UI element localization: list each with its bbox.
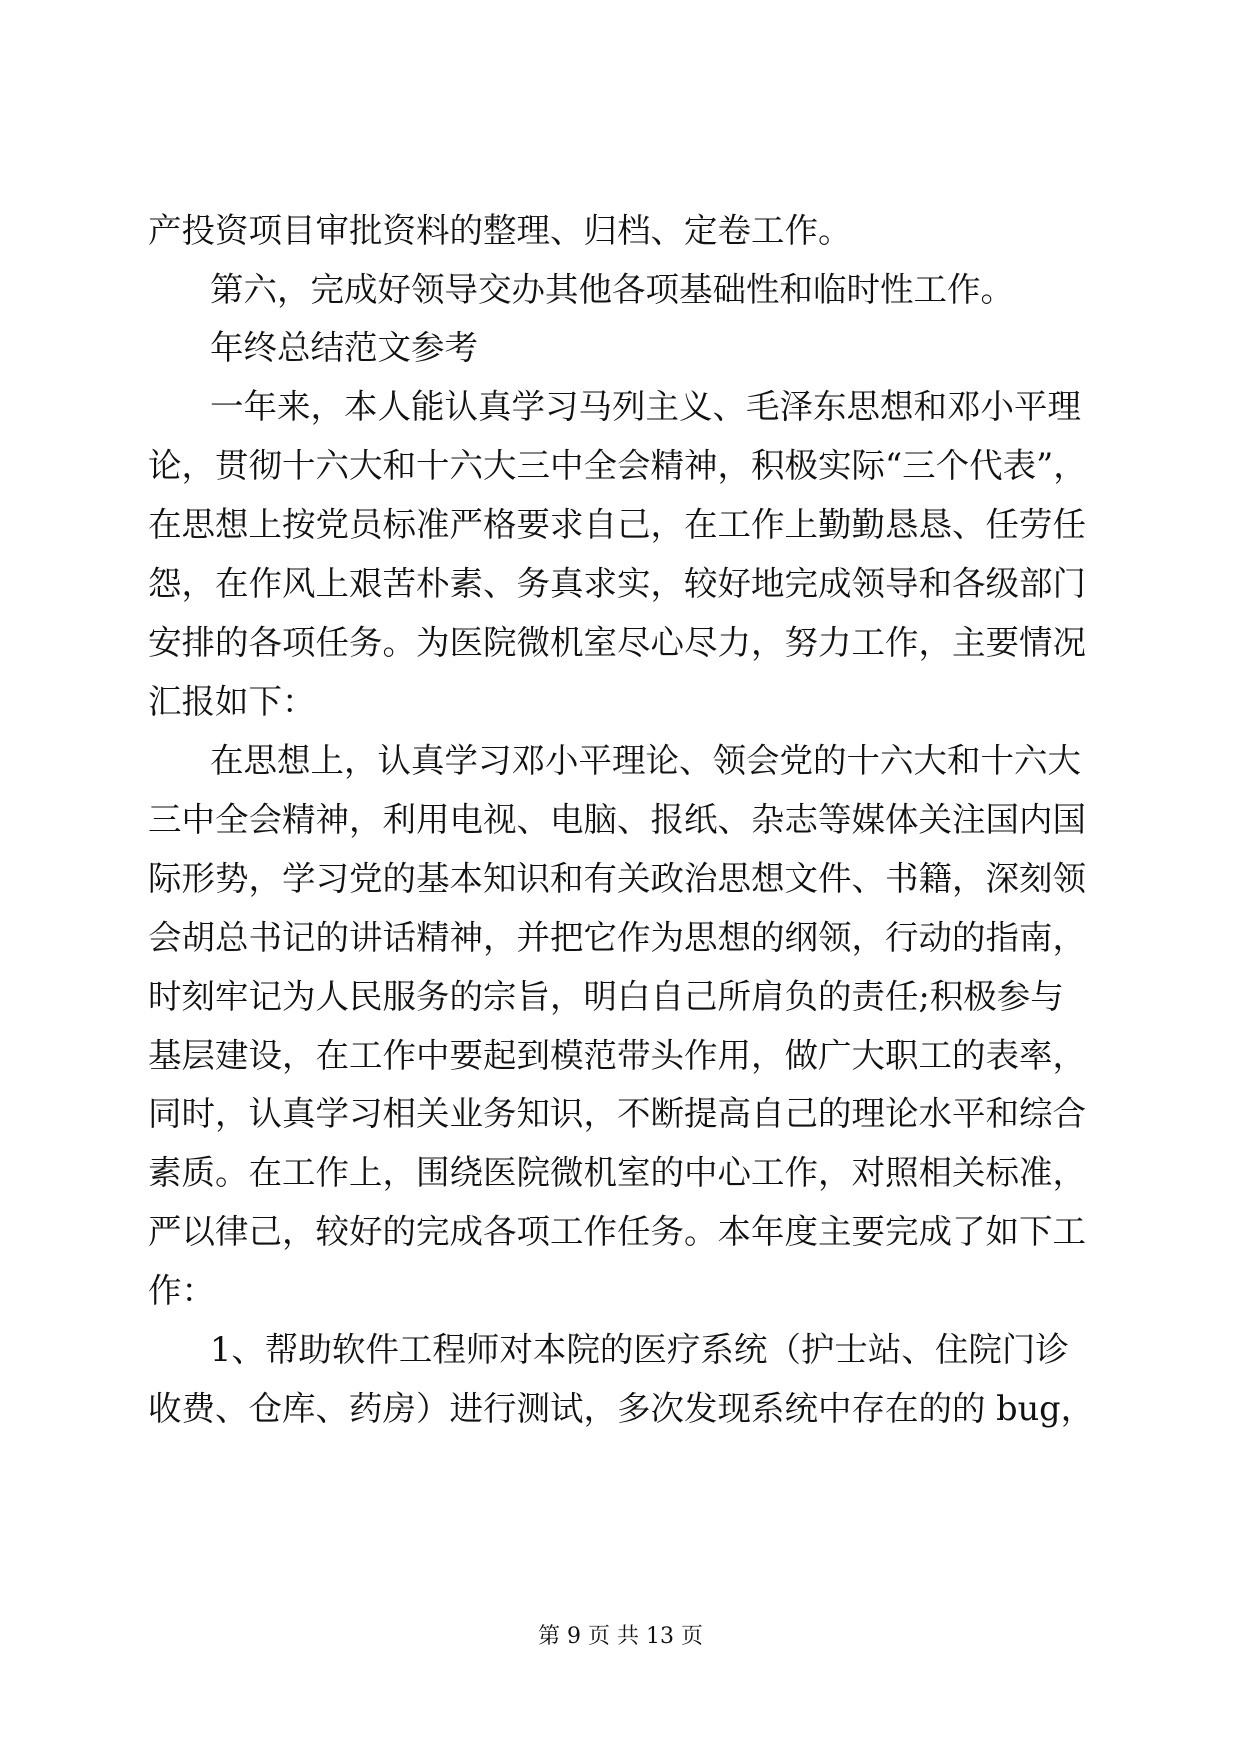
text-line: 产投资项目审批资料的整理、归档、定卷工作。: [148, 211, 852, 250]
text-line: 安排的各项任务。为医院微机室尽心尽力，努力工作，主要情况: [148, 623, 1086, 662]
text-line: 在思想上，认真学习邓小平理论、领会党的十六大和十六大: [210, 741, 1081, 780]
text-line: 三中全会精神，利用电视、电脑、报纸、杂志等媒体关注国内国: [148, 800, 1086, 839]
text-line: 1、帮助软件工程师对本院的医疗系统（护士站、住院门诊: [210, 1330, 1069, 1369]
text-line: 会胡总书记的讲话精神，并把它作为思想的纲领，行动的指南，: [148, 918, 1086, 957]
text-line: 作：: [148, 1271, 215, 1310]
text-line: 论，贯彻十六大和十六大三中全会精神，积极实际“三个代表”，: [148, 446, 1087, 485]
page-number-footer: 第 9 页 共 13 页: [538, 1624, 703, 1649]
text-line: 在思想上按党员标准严格要求自己，在工作上勤勤恳恳、任劳任: [148, 505, 1086, 544]
text-line: 严以律己，较好的完成各项工作任务。本年度主要完成了如下工: [148, 1212, 1086, 1251]
text-line: 素质。在工作上，围绕医院微机室的中心工作，对照相关标准，: [148, 1153, 1086, 1192]
text-line: 第六，完成好领导交办其他各项基础性和临时性工作。: [210, 270, 1014, 309]
text-line: 同时，认真学习相关业务知识，不断提高自己的理论水平和综合: [148, 1094, 1086, 1133]
text-line: 怨，在作风上艰苦朴素、务真求实，较好地完成领导和各级部门: [148, 564, 1086, 603]
text-line: 汇报如下：: [148, 682, 316, 721]
text-line: 时刻牢记为人民服务的宗旨，明白自己所肩负的责任;积极参与: [148, 977, 1064, 1016]
text-line: 基层建设，在工作中要起到模范带头作用，做广大职工的表率，: [148, 1036, 1086, 1075]
text-line: 一年来，本人能认真学习马列主义、毛泽东思想和邓小平理: [210, 387, 1081, 426]
text-line: 年终总结范文参考: [210, 328, 478, 367]
text-line: 际形势，学习党的基本知识和有关政治思想文件、书籍，深刻领: [148, 859, 1086, 898]
text-line: 收费、仓库、药房）进行测试，多次发现系统中存在的的 bug，: [148, 1389, 1095, 1428]
